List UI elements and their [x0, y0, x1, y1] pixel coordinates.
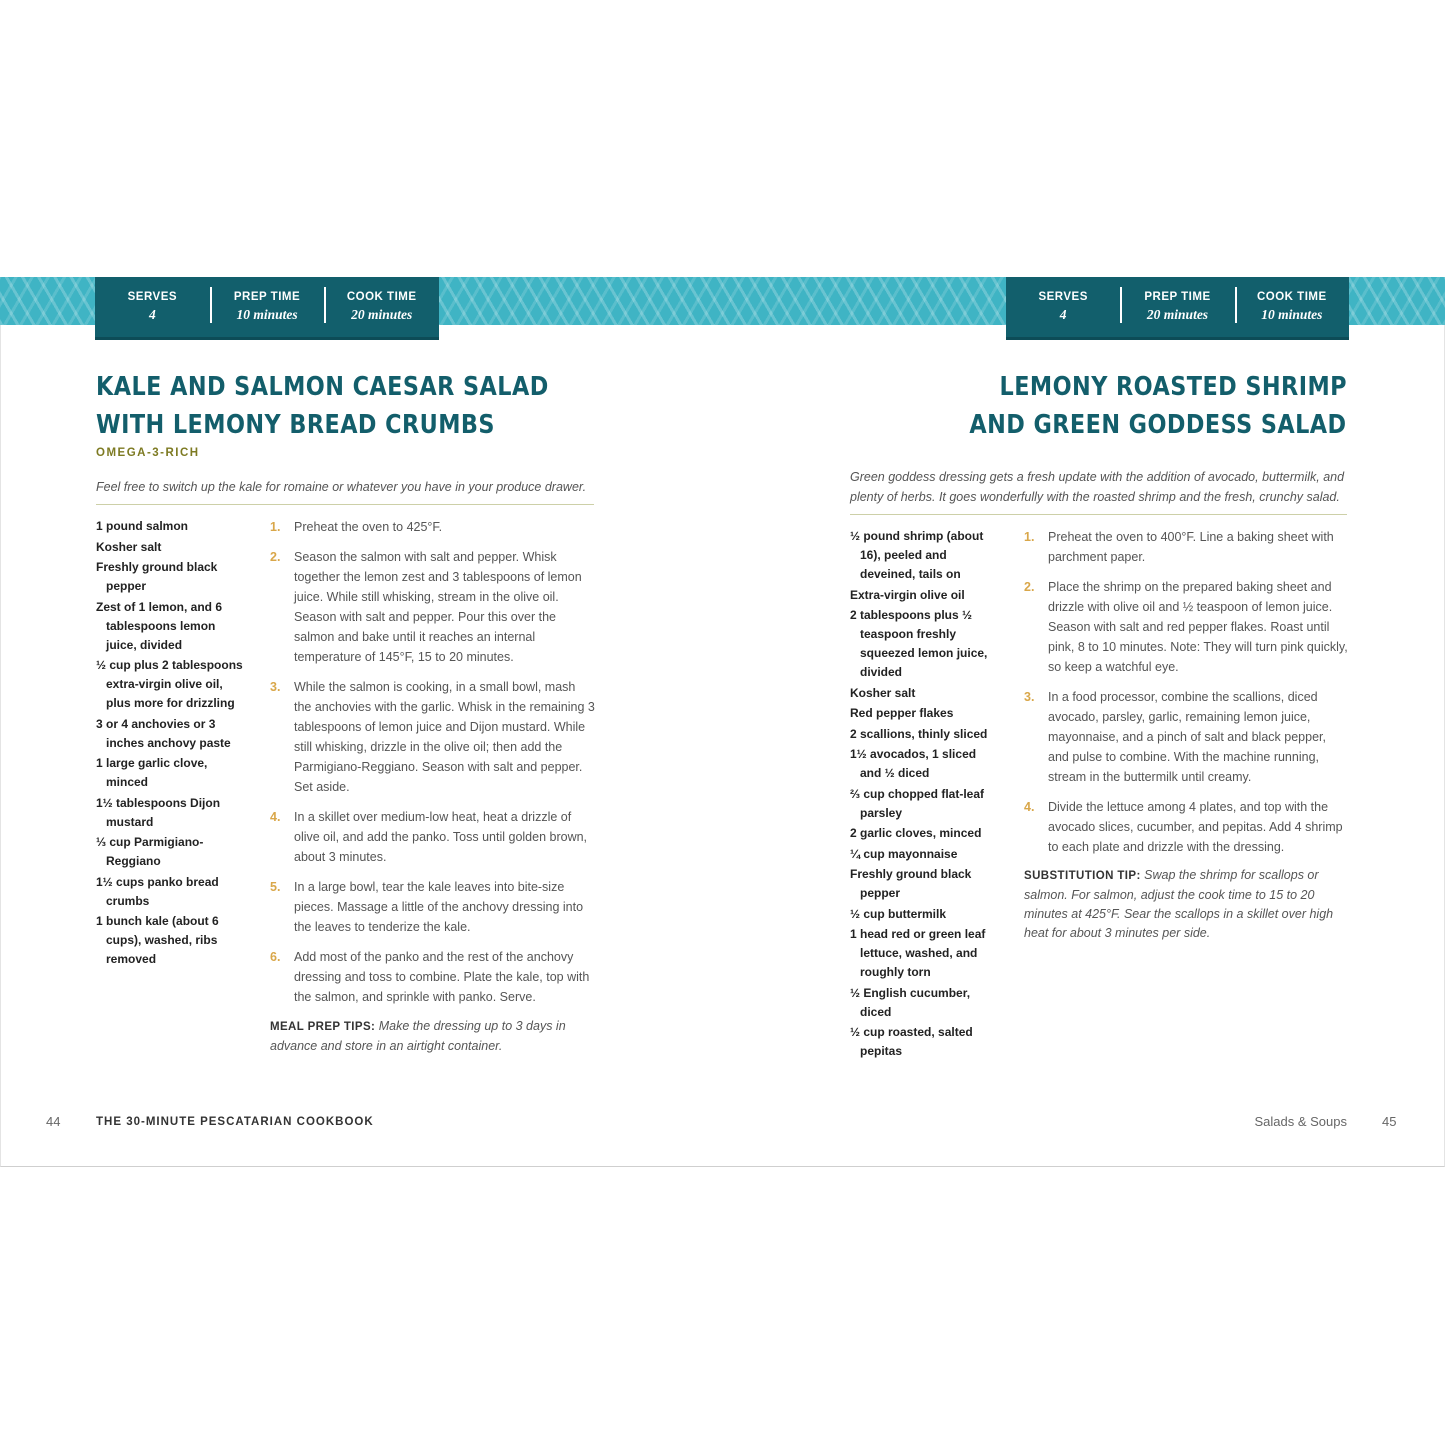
right-intro-rule: [850, 514, 1347, 515]
ingredient-item: 3 or 4 anchovies or 3 inches anchovy paste: [96, 716, 231, 750]
serves-value: 4: [148, 307, 156, 322]
cook-time-value: 10 minutes: [1261, 307, 1323, 322]
ingredient-item: ½ pound shrimp (about 16), peeled and deveined, tails on: [850, 529, 984, 581]
ingredient-item: Zest of 1 lemon, and 6 tablespoons lemon juice, divided: [96, 599, 223, 652]
cook-time-value: 20 minutes: [351, 307, 413, 322]
recipe-step: [270, 547, 595, 667]
step-number: 6.: [270, 950, 281, 964]
left-tip-text: Make the dressing up to 3 days in advance and store in an airtight container.: [270, 1019, 566, 1053]
step-text: In a large bowl, tear the kale leaves into bite-size pieces. Massage a little of the anchovy dressing into the leaves to tenderize the kale.: [294, 880, 584, 934]
left-recipe-intro: Feel free to switch up the kale for romaine or whatever you have in your produce drawer.: [96, 480, 587, 494]
left-recipe-tag: OMEGA-3-RICH: [96, 447, 200, 459]
cook-time-label: COOK TIME: [346, 291, 417, 303]
recipe-step: [1024, 687, 1349, 787]
step-number: 1.: [270, 520, 281, 534]
left-tip: [270, 1017, 570, 1056]
cook-time-label: COOK TIME: [1256, 291, 1327, 303]
ingredient-item: Red pepper flakes: [850, 706, 954, 720]
step-number: 2.: [270, 550, 281, 564]
ingredient-item: 1 large garlic clove, minced: [96, 756, 208, 789]
right-ingredient-list: [850, 527, 1000, 1063]
right-tip-text: Swap the shrimp for scallops or salmon. For salmon, adjust the cook time to 15 to 20 minutes at 425°F. Sear the scallops in a skillet over high heat for about 3 minutes per side.: [1024, 868, 1334, 940]
ingredient-item: 2 scallions, thinly sliced: [850, 726, 988, 741]
step-number: 4.: [1024, 800, 1035, 814]
step-text: Preheat the oven to 425°F.: [294, 520, 443, 534]
recipe-step: [1024, 577, 1349, 677]
right-step-list: [1024, 527, 1349, 867]
ingredient-item: Kosher salt: [96, 539, 162, 554]
step-number: 3.: [270, 680, 281, 694]
prep-time-label: PREP TIME: [233, 291, 301, 303]
ingredient-item: 1 head red or green leaf lettuce, washed, and roughly torn: [850, 927, 986, 979]
serves-label: SERVES: [1038, 291, 1088, 303]
step-number: 2.: [1024, 580, 1035, 594]
left-page-number: 44: [46, 1114, 61, 1129]
serves-value: 4: [1059, 307, 1067, 322]
serves-cell: [1006, 291, 1120, 323]
step-number: 1.: [1024, 530, 1035, 544]
ingredient-item: Kosher salt: [850, 685, 916, 700]
left-recipe-title-line-2: WITH LEMONY BREAD CRUMBS: [96, 410, 495, 440]
step-text: Preheat the oven to 400°F. Line a baking sheet with parchment paper.: [1048, 530, 1334, 564]
ingredient-item: 1½ cups panko bread crumbs: [96, 874, 219, 908]
ingredient-item: 1½ avocados, 1 sliced and ½ diced: [850, 747, 977, 780]
ingredient-item: 2 garlic cloves, minced: [850, 826, 982, 840]
serves-cell: [95, 291, 210, 323]
step-text: While the salmon is cooking, in a small bowl, mash the anchovies with the garlic. Whisk in the remaining 3 tablespoons of lemon juice and Dijon mustard. While still whisking, drizzle in the olive oil; then add the Parmigiano-Reggiano. Season with salt and pepper. Set aside.: [294, 680, 595, 794]
prep-time-value: 20 minutes: [1146, 307, 1209, 322]
recipe-step: [270, 947, 595, 1007]
ingredient-item: 1 pound salmon: [96, 519, 189, 533]
recipe-step: [1024, 527, 1349, 567]
left-recipe-title-line-1: KALE AND SALMON CAESAR SALAD: [96, 372, 549, 402]
cook-time-cell: [1235, 291, 1349, 323]
prep-time-cell: [210, 291, 325, 323]
recipe-step: [270, 677, 595, 797]
step-text: In a skillet over medium-low heat, heat a drizzle of olive oil, and add the panko. Toss until golden brown, about 3 minutes.: [294, 810, 588, 864]
prep-time-label: PREP TIME: [1144, 291, 1211, 303]
ingredient-item: ½ cup roasted, salted pepitas: [850, 1025, 973, 1058]
recipe-step: [270, 877, 595, 937]
prep-time-value: 10 minutes: [236, 307, 298, 322]
left-running-head: THE 30-MINUTE PESCATARIAN COOKBOOK: [96, 1116, 374, 1128]
ingredient-item: ⅔ cup chopped flat-leaf parsley: [850, 786, 985, 820]
left-recipe-info-box: [95, 277, 439, 340]
ingredient-item: Freshly ground black pepper: [850, 867, 972, 900]
recipe-step: [270, 807, 595, 867]
left-tip-label: MEAL PREP TIPS:: [270, 1021, 376, 1033]
left-ingredient-list: [96, 517, 246, 971]
ingredient-item: ½ cup plus 2 tablespoons extra-virgin olive oil, plus more for drizzling: [96, 658, 243, 710]
step-text: Add most of the panko and the rest of the anchovy dressing and toss to combine. Plate the kale, top with the salmon, and sprinkle with panko. Serve.: [294, 950, 590, 1004]
step-text: Place the shrimp on the prepared baking sheet and drizzle with olive oil and ½ teaspoon of lemon juice. Season with salt and red pepper flakes. Roast until pink, 8 to 10 minutes. Note: They will turn pink quickly, so keep a watchful eye.: [1048, 580, 1348, 674]
step-text: Divide the lettuce among 4 plates, and top with the avocado slices, cucumber, and pepitas. Add 4 shrimp to each plate and drizzle with the dressing.: [1048, 800, 1343, 854]
right-tip-label: SUBSTITUTION TIP:: [1024, 870, 1141, 882]
recipe-step: [1024, 797, 1349, 857]
cook-time-cell: [324, 291, 439, 323]
ingredient-item: ¼ cup mayonnaise: [850, 846, 958, 861]
ingredient-item: Freshly ground black pepper: [96, 560, 218, 593]
ingredient-item: ½ cup buttermilk: [850, 906, 947, 921]
step-number: 4.: [270, 810, 281, 824]
ingredient-item: Extra-virgin olive oil: [850, 587, 965, 602]
left-intro-rule: [96, 504, 594, 505]
left-step-list: [270, 517, 595, 1017]
ingredient-item: ⅓ cup Parmigiano-Reggiano: [96, 835, 204, 868]
right-page-number: 45: [1382, 1114, 1397, 1129]
step-number: 5.: [270, 880, 281, 894]
ingredient-item: 1½ tablespoons Dijon mustard: [96, 795, 221, 829]
right-recipe-title-line-2: AND GREEN GODDESS SALAD: [969, 410, 1347, 440]
right-tip: [1024, 866, 1344, 943]
right-recipe-info-box: [1006, 277, 1349, 340]
ingredient-item: ½ English cucumber, diced: [850, 985, 971, 1019]
recipe-step: [270, 517, 595, 537]
prep-time-cell: [1120, 291, 1234, 323]
ingredient-item: 1 bunch kale (about 6 cups), washed, ribs removed: [96, 914, 219, 966]
right-recipe-title-line-1: LEMONY ROASTED SHRIMP: [999, 372, 1347, 402]
right-recipe-intro: Green goddess dressing gets a fresh update with the addition of avocado, buttermilk, and plenty of herbs. It goes wonderfully with the roasted shrimp and the fresh, crunchy salad.: [850, 470, 1345, 504]
step-text: Season the salmon with salt and pepper. Whisk together the lemon zest and 3 tablespoons of lemon juice. While still whisking, stream in the olive oil. Season with salt and pepper. Pour this over the salmon and bake until it reaches an internal temperature of 145°F, 15 to 20 minutes.: [294, 550, 582, 664]
ingredient-item: 2 tablespoons plus ½ teaspoon freshly squeezed lemon juice, divided: [850, 608, 988, 679]
step-number: 3.: [1024, 690, 1035, 704]
serves-label: SERVES: [127, 291, 178, 303]
step-text: In a food processor, combine the scallions, diced avocado, parsley, garlic, remaining lemon juice, mayonnaise, and a pinch of salt and black pepper, and pulse to combine. With the machine running, stream in the buttermilk until creamy.: [1048, 690, 1326, 784]
right-running-head: Salads & Soups: [1254, 1114, 1347, 1129]
